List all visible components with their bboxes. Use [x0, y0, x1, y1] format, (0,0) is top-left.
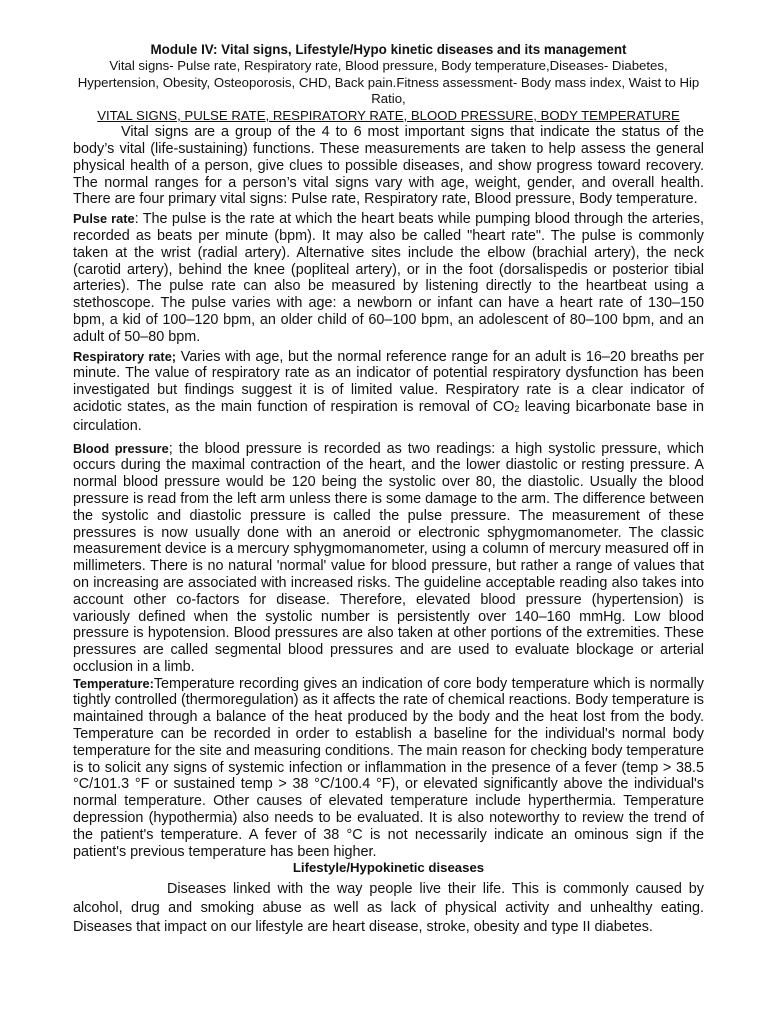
vital-signs-heading: VITAL SIGNS, PULSE RATE, RESPIRATORY RATE, BLOOD PRESSURE, BODY TEMPERATURE [97, 107, 680, 123]
blood-pressure-paragraph [73, 441, 704, 676]
syllabus-summary: Vital signs- Pulse rate, Respiratory rate, Blood pressure, Body temperature,Diseases- Diabetes, Hypertension, Obesity, Osteoporosis, CHD, Back pain.Fitness assessment- Body mass index, Waist to Hip Ratio, [77, 58, 700, 107]
temperature-text: Temperature recording gives an indication of core body temperature which is normally tightly controlled (thermoregulation) as it affects the rate of chemical reactions. Body temperature is maintained through a balance of the heat produced by the body and the heat lost from the body. Temperature can be recorded in order to establish a baseline for the individual's normal body temperature for the site and measuring conditions. The main reason for checking body temperature is to solicit any signs of systemic infection or inflammation in the presence of a fever (temp > 38.5 °C/101.3 °F or sustained temp > 38 °C/100.4 °F), or elevated significantly above the individual's normal temperature. Other causes of elevated temperature include hyperthermia. Temperature depression (hypothermia) also needs to be evaluated. It is also noteworthy to review the trend of the patient's temperature. A fever of 38 °C is not necessarily indicate an ominous sign if the patient's previous temperature has been higher. [73, 675, 704, 860]
temperature-label: Temperature: [73, 675, 154, 691]
blood-pressure-text: ; the blood pressure is recorded as two readings: a high systolic pressure, which occurs during the maximal contraction of the heart, and the lower diastolic or resting pressure. A normal blood pressure would be 120 being the systolic over 80, the diastolic. Usually the blood pressure is read from the left arm unless there is some damage to the arm. The difference between the systolic and diastolic pressure is called the pulse pressure. The measurement of these pressures is now usually done with an aneroid or electronic sphygmomanometer. The classic measurement device is a mercury sphygmomanometer, using a column of mercury measured off in millimeters. There is no natural 'normal' value for blood pressure, but rather a range of values that on increasing are associated with increased risks. The guideline acceptable reading also takes into account other co-factors for disease. Therefore, elevated blood pressure (hypertension) is variously defined when the systolic number is persistently over 140–160 mmHg. Low blood pressure is hypotension. Blood pressures are also taken at other portions of the extremities. These pressures are called segmental blood pressures and are used to evaluate blockage or arterial occlusion in a limb. [73, 440, 704, 675]
intro-paragraph: Vital signs are a group of the 4 to 6 most important signs that indicate the status of the body’s vital (life-sustaining) functions. These measurements are taken to help assess the general physical health of a person, give clues to possible diseases, and show progress toward recovery. The normal ranges for a person’s vital signs vary with age, weight, gender, and overall health. There are four primary vital signs: Pulse rate, Respiratory rate, Blood pressure, Body temperature. [73, 124, 704, 208]
pulse-paragraph [73, 211, 704, 345]
module-title: Module IV: Vital signs, Lifestyle/Hypo kinetic diseases and its management [150, 42, 627, 57]
respiratory-label: Respiratory rate; [73, 348, 177, 364]
respiratory-paragraph [73, 349, 704, 435]
respiratory-text: Varies with age, but the normal reference range for an adult is 16–20 breaths per minute. The value of respiratory rate as an indicator of potential respiratory dysfunction has been investigated but findings suggest it is of limited value. Respiratory rate is a clear indicator of acidotic states, as the main function of respiration is removal of [73, 348, 704, 415]
lifestyle-heading: Lifestyle/Hypokinetic diseases [292, 860, 485, 876]
pulse-label: Pulse rate [73, 211, 135, 227]
temperature-paragraph [73, 676, 704, 861]
co2-formula: CO2 [492, 398, 520, 415]
blood-pressure-label: Blood pressure [73, 440, 169, 456]
pulse-text: : The pulse is the rate at which the heart beats while pumping blood through the arteries, recorded as beats per minute (bpm). It may also be called "heart rate". The pulse is commonly taken at the wrist (radial artery). Alternative sites include the elbow (brachial artery), the neck (carotid artery), behind the knee (popliteal artery), or in the foot (dorsalispedis or posterior tibial arteries). The pulse rate can also be measured by listening directly to the heartbeat using a stethoscope. The pulse varies with age: a newborn or infant can have a heart rate of 130–150 bpm, a kid of 100–120 bpm, an older child of 60–100 bpm, an adolescent of 80–100 bpm, and an adult of 50–80 bpm. [73, 211, 704, 345]
lifestyle-paragraph: Diseases linked with the way people live their life. This is commonly caused by alcohol, drug and smoking abuse as well as lack of physical activity and unhealthy eating. Diseases that impact on our lifestyle are heart disease, stroke, obesity and type II diabetes. [73, 881, 704, 936]
respiratory-tail: leaving bicarbonate base in circulation. [73, 398, 704, 434]
